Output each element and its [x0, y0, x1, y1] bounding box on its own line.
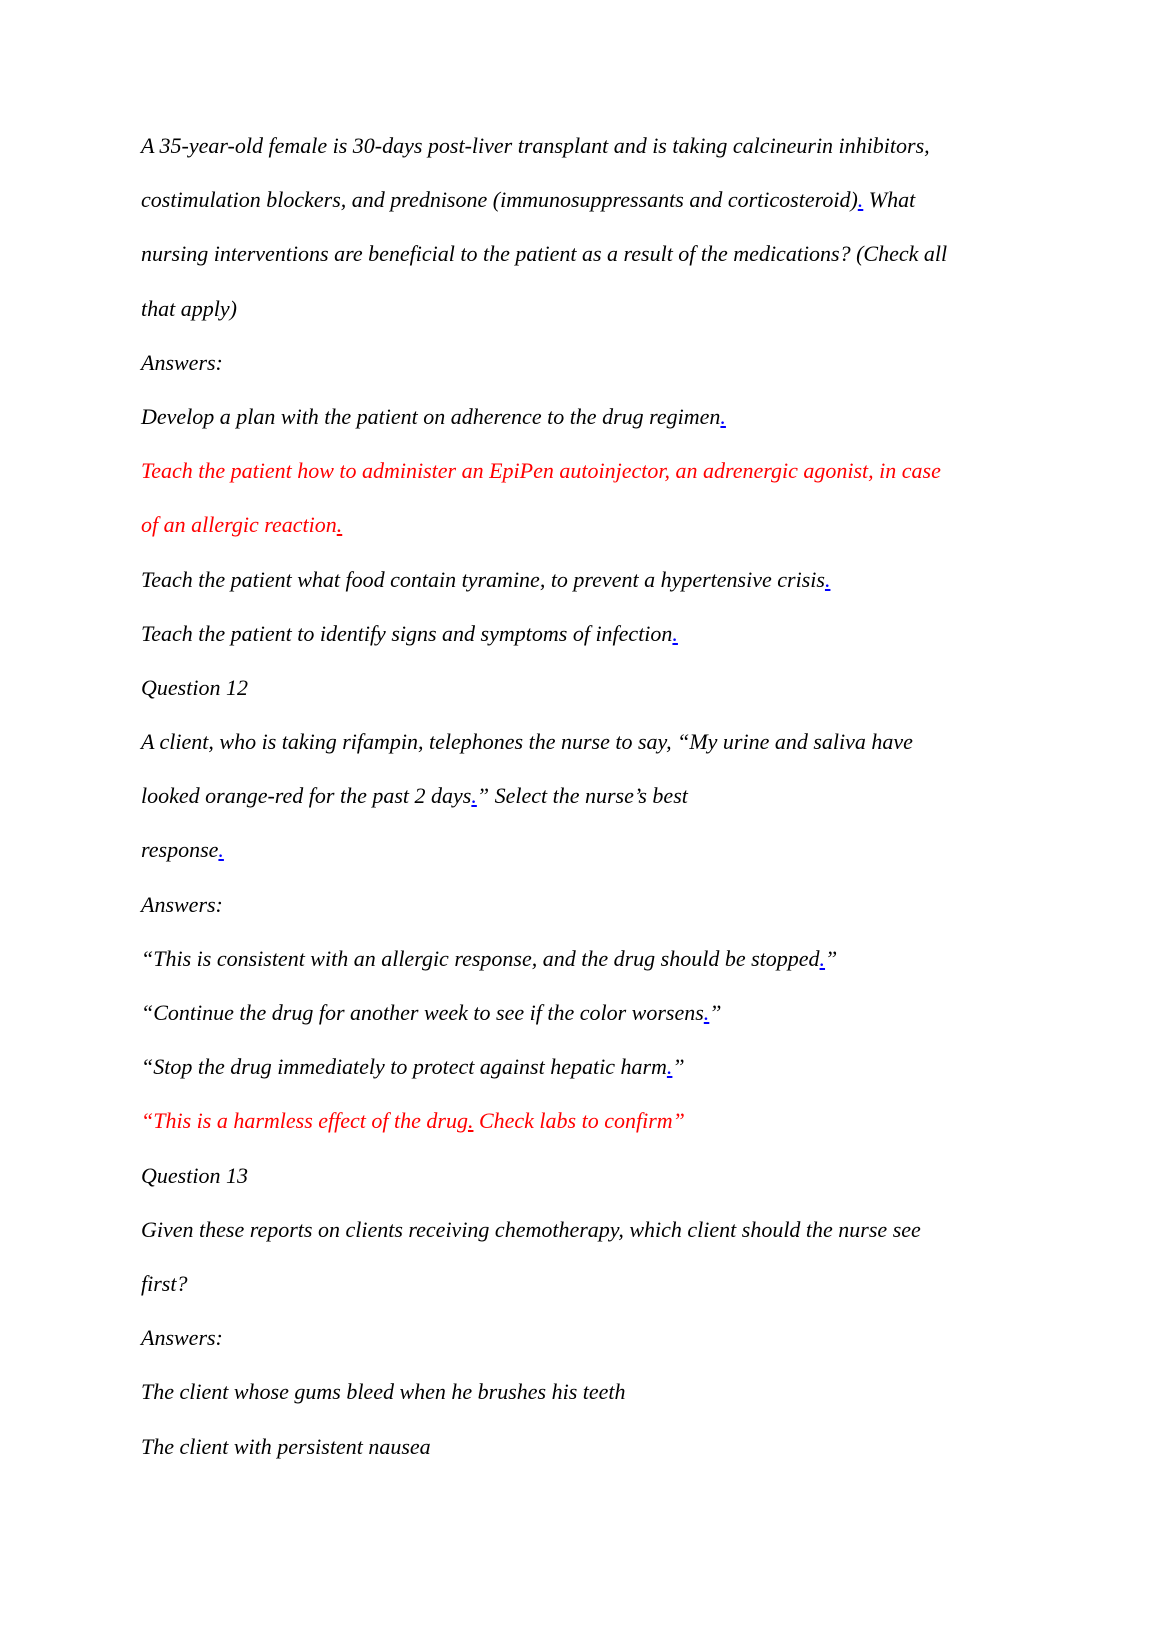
q12-option-2 — [141, 998, 1021, 1052]
option-text: “Continue the drug for another week to see if the color worsens — [141, 1000, 704, 1025]
q13-stem-text: first? — [141, 1270, 188, 1296]
option-text: Develop a plan with the patient on adherence to the drug regimen — [141, 403, 721, 429]
q12-stem-text: looked orange-red for the past 2 days — [141, 783, 472, 809]
q12-label — [141, 673, 1021, 727]
q13-label — [141, 1161, 1021, 1215]
option-text: “This is consistent with an allergic response, and the drug should be stopped — [141, 945, 820, 971]
link-mark: . — [336, 512, 343, 538]
q11-stem-line-3 — [141, 239, 1021, 293]
question-label: Question 13 — [141, 1162, 248, 1188]
option-text: Check labs to confirm” — [473, 1108, 685, 1134]
q11-option-2-correct — [141, 456, 1021, 510]
q11-stem-text: that apply) — [141, 295, 237, 321]
link-mark: . — [819, 945, 826, 971]
close-quote: ” — [672, 1054, 685, 1080]
q11-answers-label — [141, 348, 1021, 402]
link-mark: . — [703, 1000, 710, 1025]
answers-label-text: Answers: — [141, 1325, 223, 1351]
q11-stem-line-1 — [141, 131, 1021, 185]
answers-label-text: Answers: — [141, 349, 223, 375]
link-mark: . — [467, 1108, 474, 1134]
option-text: Teach the patient to identify signs and symptoms of infection — [141, 620, 673, 646]
q11-option-3 — [141, 565, 1021, 619]
q13-option-1 — [141, 1377, 1021, 1431]
q11-option-2-correct-cont — [141, 510, 1021, 564]
q12-option-3 — [141, 1052, 1021, 1106]
q12-stem-line-1 — [141, 727, 1021, 781]
link-mark: . — [471, 783, 477, 809]
option-text: “Stop the drug immediately to protect against hepatic harm — [141, 1054, 667, 1080]
close-quote: ” — [709, 1000, 722, 1025]
q11-stem-text: costimulation blockers, and prednisone (immunosuppressants and corticosteroid) — [141, 187, 858, 213]
q12-stem-text: ” Select the nurse’s best — [476, 783, 688, 809]
q13-stem-line-1 — [141, 1215, 1021, 1269]
q11-stem-text: nursing interventions are beneficial to the patient as a result of the medications? (Check all — [141, 241, 948, 267]
question-label: Question 12 — [141, 674, 248, 700]
link-mark: . — [218, 837, 224, 863]
answers-label-text: Answers: — [141, 891, 223, 917]
link-mark: . — [824, 566, 831, 592]
q13-option-2 — [141, 1432, 1021, 1486]
link-mark: . — [672, 620, 678, 646]
q12-option-4-correct — [141, 1106, 1021, 1160]
q12-option-1 — [141, 944, 1021, 998]
close-quote: ” — [825, 945, 838, 971]
q11-stem-text: A 35-year-old female is 30-days post-liver transplant and is taking calcineurin inhibitors, — [141, 133, 930, 158]
q13-stem-text: Given these reports on clients receiving chemotherapy, which client should the nurse see — [141, 1216, 921, 1242]
link-mark: . — [857, 187, 864, 213]
q12-stem-line-2 — [141, 781, 1021, 835]
option-text: Teach the patient what food contain tyramine, to prevent a hypertensive crisis — [141, 566, 825, 592]
q13-answers-label — [141, 1323, 1021, 1377]
link-mark: . — [666, 1054, 673, 1080]
option-text: “This is a harmless effect of the drug — [141, 1108, 468, 1134]
option-text: The client whose gums bleed when he brushes his teeth — [141, 1379, 626, 1405]
q11-option-4 — [141, 619, 1021, 673]
q11-option-1 — [141, 402, 1021, 456]
q11-stem-text: What — [863, 187, 916, 213]
q12-stem-text: A client, who is taking rifampin, telephones the nurse to say, “My urine and saliva have — [141, 729, 913, 755]
q13-stem-line-2 — [141, 1269, 1021, 1323]
q11-stem-line-2 — [141, 185, 1021, 239]
q11-stem-line-4 — [141, 294, 1021, 348]
option-text: The client with persistent nausea — [141, 1433, 431, 1459]
option-text: of an allergic reaction — [141, 512, 337, 538]
q12-stem-text: response — [141, 837, 219, 863]
option-text: Teach the patient how to administer an EpiPen autoinjector, an adrenergic agonist, in case — [141, 458, 941, 484]
q12-stem-line-3 — [141, 835, 1021, 889]
link-mark: . — [720, 403, 726, 429]
q12-answers-label — [141, 890, 1021, 944]
document-body — [141, 131, 1021, 1486]
